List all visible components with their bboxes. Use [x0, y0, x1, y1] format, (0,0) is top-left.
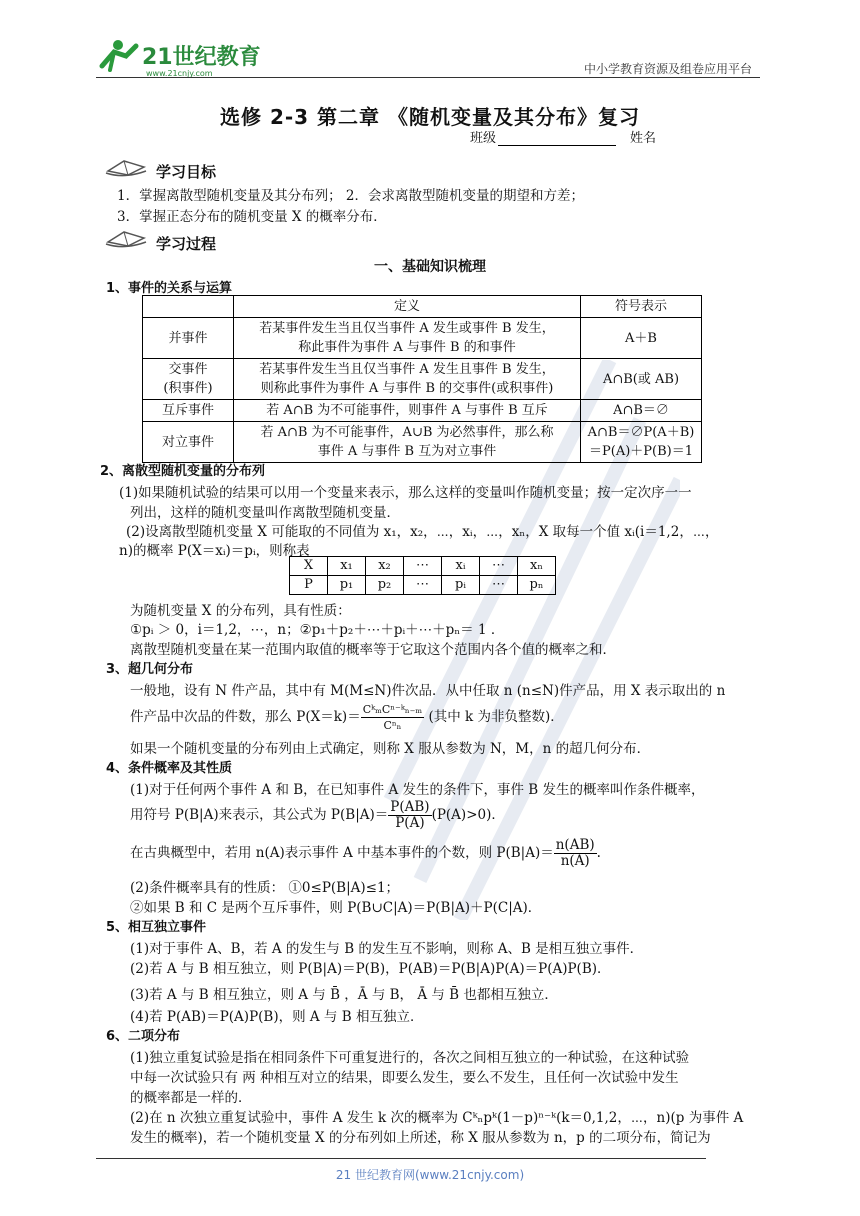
row-name: 互斥事件: [143, 400, 234, 422]
footer-text: 21 世纪教育网(www.21cnjy.com): [335, 1168, 525, 1182]
text-span: (P(A)>0)．: [431, 807, 505, 823]
text-line: (4)若 P(AB)＝P(A)P(B)，则 A 与 B 相互独立．: [130, 1009, 424, 1025]
row-sym: A∩B＝∅P(A＋B): [587, 425, 695, 440]
text-line: (1)对于任何两个事件 A 和 B，在已知事件 A 发生的条件下，事件 B 发生的概率叫作条件概率，: [130, 782, 705, 798]
table-cell: xᵢ: [442, 557, 480, 576]
col-header-def: 定义: [234, 296, 581, 318]
s1-heading: 1、事件的关系与运算: [106, 281, 233, 296]
text-line: ②如果 B 和 C 是两个互斥事件，则 P(B∪C|A)＝P(B|A)＋P(C|A)．: [130, 900, 542, 916]
table-cell: ⋯: [480, 557, 518, 576]
s6-heading: 6、二项分布: [106, 1029, 181, 1044]
classical-fraction: [554, 838, 597, 869]
row-name: 并事件: [143, 318, 234, 359]
table-cell: X: [290, 557, 328, 576]
text-span: 件产品中次品的件数，那么 P(X＝k)＝: [130, 709, 361, 725]
fraction-num: CᵏₘCⁿ⁻ᵏₙ₋ₘ: [362, 703, 423, 716]
row-name: 对立事件: [143, 422, 234, 463]
goal-line: 3．掌握正态分布的随机变量 X 的概率分布．: [117, 209, 387, 225]
table-row: [290, 576, 556, 595]
footer-divider: [96, 1158, 706, 1159]
table-row: [143, 359, 702, 400]
row-def: 事件 A 与事件 B 互为对立事件: [317, 444, 497, 459]
text-line: (2)在 n 次独立重复试验中，事件 A 发生 k 次的概率为 Cᵏₙpᵏ(1－p)ⁿ⁻ᵏ(k＝0,1,2，⋯，n)(p 为事件 A: [130, 1110, 744, 1126]
row-sym: A∩B＝∅: [581, 400, 702, 422]
col-header-sym: 符号表示: [581, 296, 702, 318]
row-def: 若某事件发生当且仅当事件 A 发生或事件 B 发生，: [259, 321, 555, 336]
fraction-den: n(A): [560, 853, 590, 869]
table-cell: p₁: [328, 576, 366, 595]
table-row: [143, 422, 702, 463]
table-cell: pₙ: [518, 576, 556, 595]
table-cell: P: [290, 576, 328, 595]
book-icon: [104, 155, 148, 177]
text-line: 中每一次试验只有 两 种相互对立的结果，即要么发生，要么不发生，且任何一次试验中发生: [130, 1070, 679, 1086]
process-heading: 学习过程: [156, 235, 217, 253]
row-sym: A∩B(或 AB): [581, 359, 702, 400]
text-line: (1)对于事件 A、B，若 A 的发生与 B 的发生互不影响，则称 A、B 是相互独立事件．: [130, 941, 644, 957]
text-line: n)的概率 P(X＝xᵢ)＝pᵢ，则称表: [119, 543, 310, 559]
text-span: 用符号 P(B|A)来表示，其公式为 P(B|A)＝: [130, 807, 389, 823]
logo-url: www.21cnjy.com: [146, 69, 213, 78]
formula-line: [130, 800, 505, 831]
name-label: 姓名: [630, 131, 657, 146]
class-blank[interactable]: [498, 132, 616, 146]
class-name-line: [470, 127, 656, 146]
class-label: 班级: [470, 131, 497, 146]
table-cell: x₂: [366, 557, 404, 576]
text-line: 的概率都是一样的．: [130, 1090, 252, 1106]
text-line: (2)设离散型随机变量 X 可能取的不同值为 x₁，x₂，⋯，xᵢ，⋯，xₙ，X 取每一个值 xᵢ(i＝1,2，⋯，: [126, 524, 719, 540]
row-def: 称此事件为事件 A 与事件 B 的和事件: [298, 340, 516, 355]
platform-label: 中小学教育资源及组卷应用平台: [583, 62, 752, 76]
table-cell: x₁: [328, 557, 366, 576]
hypergeometric-fraction: [361, 702, 424, 733]
text-line: 为随机变量 X 的分布列，具有性质：: [130, 603, 351, 619]
part-title: 一、基础知识梳理: [374, 259, 486, 275]
table-cell: pᵢ: [442, 576, 480, 595]
text-span: 在古典概型中，若用 n(A)表示事件 A 中基本事件的个数，则 P(B|A)＝: [130, 845, 554, 861]
table-row: [143, 318, 702, 359]
table-cell: p₂: [366, 576, 404, 595]
text-line: (1)独立重复试验是指在相同条件下可重复进行的，各次之间相互独立的一种试验，在这种试验: [130, 1050, 690, 1066]
logo-text: 21世纪教育: [142, 45, 261, 70]
goal-line: 1．掌握离散型随机变量及其分布列； 2．会求离散型随机变量的期望和方差；: [117, 188, 584, 204]
goals-heading: 学习目标: [156, 163, 217, 181]
table-row: [143, 400, 702, 422]
distribution-table: [289, 556, 556, 595]
row-name: (积事件): [163, 381, 213, 396]
s2-heading: 2、离散型随机变量的分布列: [100, 464, 266, 479]
row-sym: A＋B: [581, 318, 702, 359]
s5-heading: 5、相互独立事件: [106, 920, 207, 935]
text-line: 发生的概率)，若一个随机变量 X 的分布列如上所述，称 X 服从参数为 n，p 的二项分布，简记为: [130, 1130, 711, 1146]
s3-heading: 3、超几何分布: [106, 662, 194, 677]
table-row: [290, 557, 556, 576]
row-def: 若某事件发生当且仅当事件 A 发生且事件 B 发生，: [259, 362, 555, 377]
fraction-num: P(AB): [390, 799, 430, 815]
site-logo: [96, 36, 266, 78]
text-line: 离散型随机变量在某一范围内取值的概率等于它取这个范围内各个值的概率之和．: [130, 642, 616, 658]
text-line: (3)若 A 与 B 相互独立，则 A 与 B̄ ，Ā 与 B， Ā 与 B̄ 也都相互独立．: [130, 987, 558, 1003]
fraction-num: n(AB): [555, 837, 595, 853]
fraction-den: Cⁿₙ: [383, 719, 402, 732]
conditional-fraction: [388, 800, 431, 831]
table-cell: ⋯: [404, 557, 442, 576]
text-line: (1)如果随机试验的结果可以用一个变量来表示，那么这样的变量叫作随机变量；按一定次序一一: [119, 485, 692, 501]
row-def: 则称此事件为事件 A 与事件 B 的交事件(或积事件): [260, 381, 554, 396]
table-cell: xₙ: [518, 557, 556, 576]
formula-line: 在古典概型中，若用 n(A)表示事件 A 中基本事件的个数，则 P(B|A)＝ $\frac{n(AB)}{n(A)}$ .: [130, 837, 601, 869]
text-line: 如果一个随机变量的分布列由上式确定，则称 X 服从参数为 N，M，n 的超几何分布．: [130, 741, 651, 757]
s4-heading: 4、条件概率及其性质: [106, 761, 233, 776]
header-divider: [96, 77, 760, 78]
text-span: (其中 k 为非负整数)．: [424, 709, 564, 725]
row-sym: ＝P(A)＋P(B)＝1: [589, 444, 693, 459]
fraction-den: P(A): [395, 815, 425, 831]
table-cell: ⋯: [404, 576, 442, 595]
row-def: 若 A∩B 为不可能事件，A∪B 为必然事件，那么称: [260, 425, 554, 440]
page-title: 选修 2-3 第二章 《随机变量及其分布》复习: [219, 105, 641, 129]
text-line: (2)若 A 与 B 相互独立，则 P(B|A)＝P(B)，P(AB)＝P(B|A)P(A)＝P(A)P(B)．: [130, 961, 611, 977]
book-icon: [104, 226, 148, 248]
row-def: 若 A∩B 为不可能事件，则事件 A 与事件 B 互斥: [234, 400, 581, 422]
row-name: 交事件: [168, 362, 208, 377]
table-cell: ⋯: [480, 576, 518, 595]
text-line: ①pᵢ ＞ 0，i＝1,2，⋯，n；②p₁＋p₂＋⋯＋pᵢ＋⋯＋pₙ＝ 1 ．: [130, 622, 505, 638]
text-line: (2)条件概率具有的性质： ①0≤P(B|A)≤1；: [130, 880, 400, 896]
formula-line: [130, 702, 564, 733]
text-line: 一般地，设有 N 件产品，其中有 M(M≤N)件次品．从中任取 n (n≤N)件产品，用 X 表示取出的 n: [130, 683, 726, 699]
event-relation-table: [142, 295, 702, 463]
text-line: 列出，这样的随机变量叫作离散型随机变量．: [130, 505, 400, 521]
